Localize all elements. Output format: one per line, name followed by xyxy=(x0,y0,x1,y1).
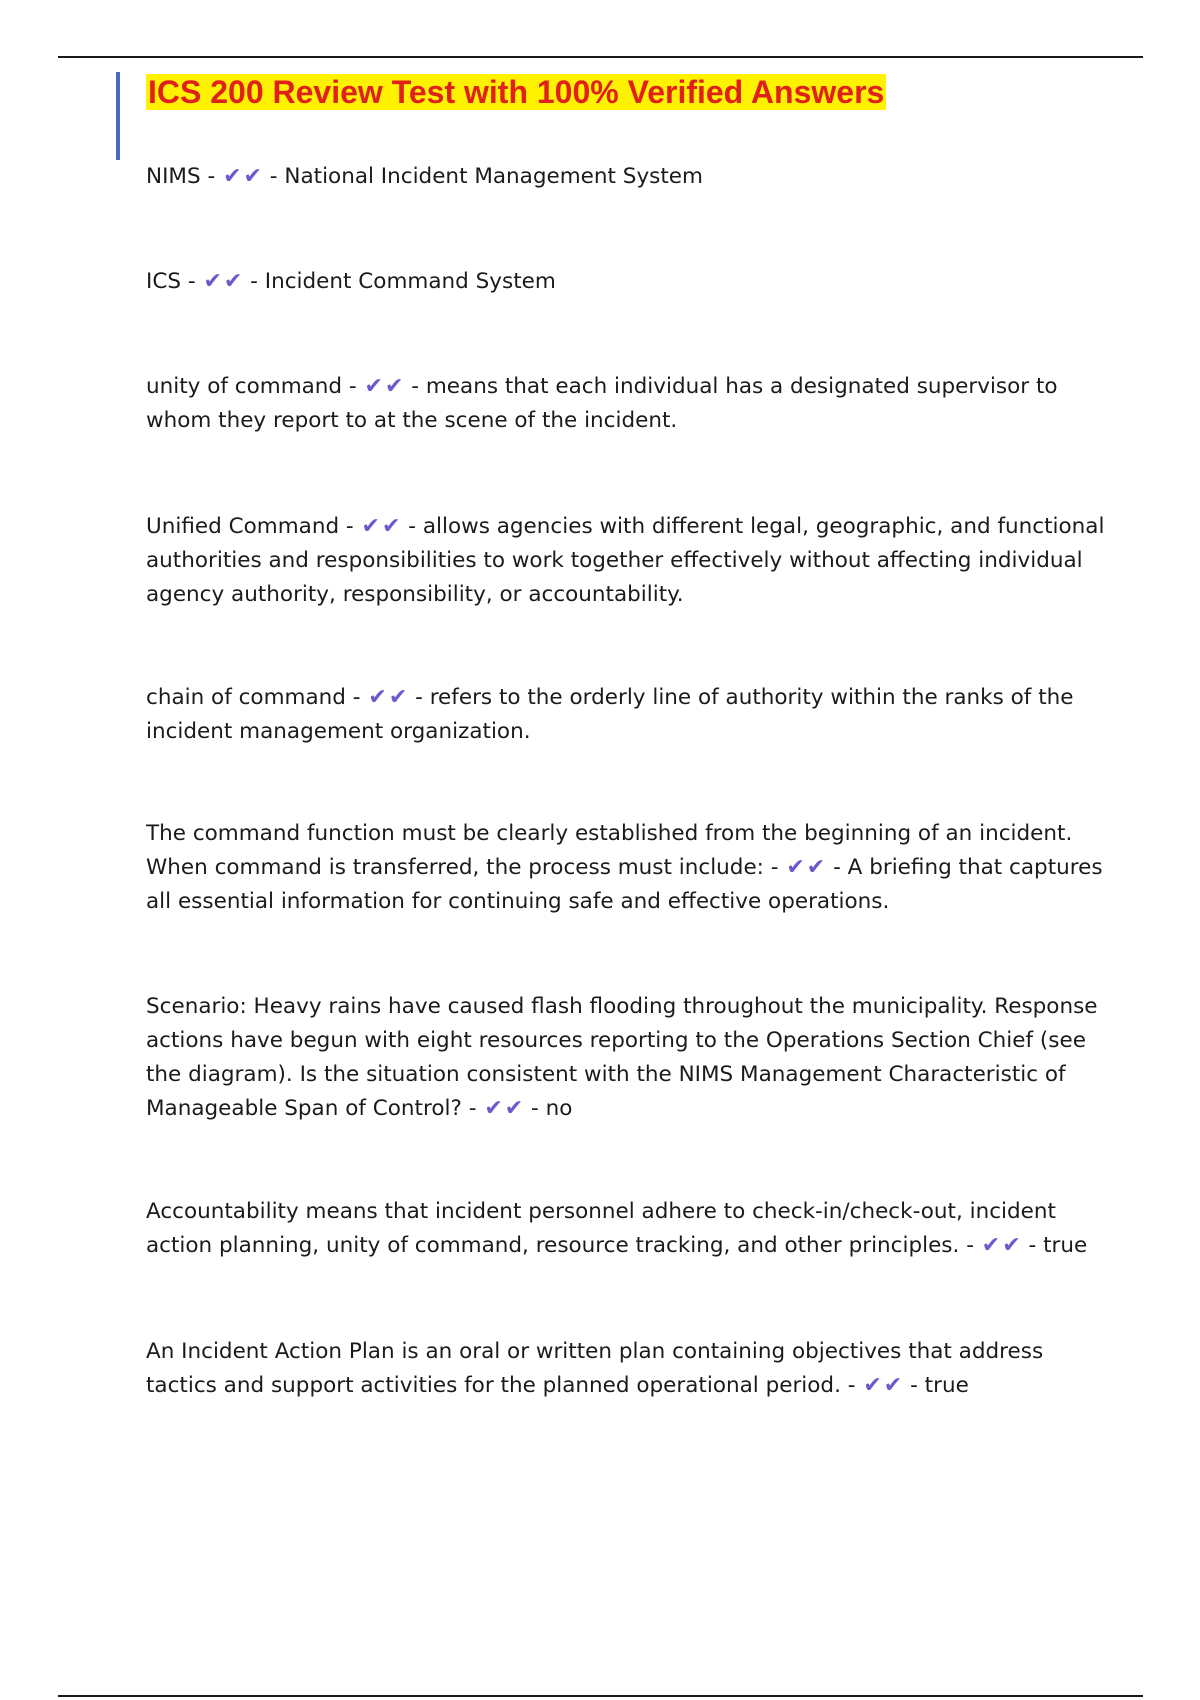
qa-item xyxy=(146,1195,1106,1263)
qa-item xyxy=(146,510,1106,612)
top-rule xyxy=(58,56,1143,58)
check-icon: ✔ xyxy=(223,164,242,189)
qa-item xyxy=(146,990,1106,1126)
answer: refers to the orderly line of authority within the ranks of the incident management organization. xyxy=(146,685,1074,744)
separator: - xyxy=(262,164,285,189)
answer: true xyxy=(924,1373,969,1398)
check-icon: ✔ xyxy=(806,855,826,880)
separator: - xyxy=(903,1373,925,1398)
check-icon: ✔ xyxy=(223,269,243,294)
separator: - xyxy=(763,855,786,880)
question: unity of command xyxy=(146,374,343,399)
check-icon: ✔ xyxy=(504,1096,524,1121)
check-icon: ✔ xyxy=(361,514,380,539)
check-icon: ✔ xyxy=(981,1233,1001,1258)
separator: - xyxy=(461,1096,484,1121)
qa-item xyxy=(146,1335,1106,1403)
question: Scenario: Heavy rains have caused flash flooding throughout the municipality. Response actions have begun with eight resources reporting to the Operations Section Chief (see the diagram). Is the situation consistent with the NIMS Management Characteristic of Manageable Span of Control? xyxy=(146,994,1098,1121)
question: ICS xyxy=(146,269,182,294)
answer: means that each individual has a designated supervisor to whom they report to at the scene of the incident. xyxy=(146,374,1058,433)
separator: - xyxy=(959,1233,981,1258)
check-icon: ✔ xyxy=(368,685,387,710)
check-icon: ✔ xyxy=(786,855,805,880)
qa-item xyxy=(146,370,1106,438)
separator: - xyxy=(401,514,423,539)
separator: - xyxy=(181,269,203,294)
answer: no xyxy=(545,1096,573,1121)
check-icon: ✔ xyxy=(484,1096,503,1121)
title-accent-bar xyxy=(116,72,120,160)
qa-item xyxy=(146,817,1106,919)
separator: - xyxy=(243,269,265,294)
separator: - xyxy=(408,685,430,710)
check-icon: ✔ xyxy=(364,374,383,399)
separator: - xyxy=(342,374,364,399)
answer: A briefing that captures all essential information for continuing safe and effective operations. xyxy=(146,855,1103,914)
separator: - xyxy=(840,1373,863,1398)
bottom-rule xyxy=(58,1695,1143,1697)
question: An Incident Action Plan is an oral or written plan containing objectives that address tactics and support activities for the planned operational period. xyxy=(146,1339,1044,1398)
separator: - xyxy=(826,855,848,880)
separator: - xyxy=(404,374,426,399)
separator: - xyxy=(345,685,368,710)
check-icon: ✔ xyxy=(384,374,404,399)
check-icon: ✔ xyxy=(863,1373,882,1398)
check-icon: ✔ xyxy=(1002,1233,1021,1258)
question: NIMS xyxy=(146,164,201,189)
separator: - xyxy=(1021,1233,1044,1258)
question: Accountability means that incident personnel adhere to check-in/check-out, incident action planning, unity of command, resource tracking, and other principles. xyxy=(146,1199,1056,1258)
qa-item xyxy=(146,681,1106,749)
check-icon: ✔ xyxy=(883,1373,903,1398)
question: chain of command xyxy=(146,685,346,710)
answer: true xyxy=(1043,1233,1088,1258)
document-title: ICS 200 Review Test with 100% Verified Answers xyxy=(148,74,885,110)
answer: Incident Command System xyxy=(264,269,556,294)
check-icon: ✔ xyxy=(381,514,401,539)
qa-item xyxy=(146,160,1106,194)
qa-item xyxy=(146,265,1106,299)
separator: - xyxy=(200,164,223,189)
check-icon: ✔ xyxy=(243,164,262,189)
question: Unified Command xyxy=(146,514,340,539)
answer: National Incident Management System xyxy=(284,164,703,189)
separator: - xyxy=(339,514,361,539)
question: The command function must be clearly established from the beginning of an incident. When command is transferred, the process must include: xyxy=(146,821,1073,880)
answer: allows agencies with different legal, geographic, and functional authorities and responsibilities to work together effectively without affecting individual agency authority, responsibility, or accountability. xyxy=(146,514,1105,607)
check-icon: ✔ xyxy=(203,269,222,294)
separator: - xyxy=(524,1096,546,1121)
check-icon: ✔ xyxy=(388,685,408,710)
